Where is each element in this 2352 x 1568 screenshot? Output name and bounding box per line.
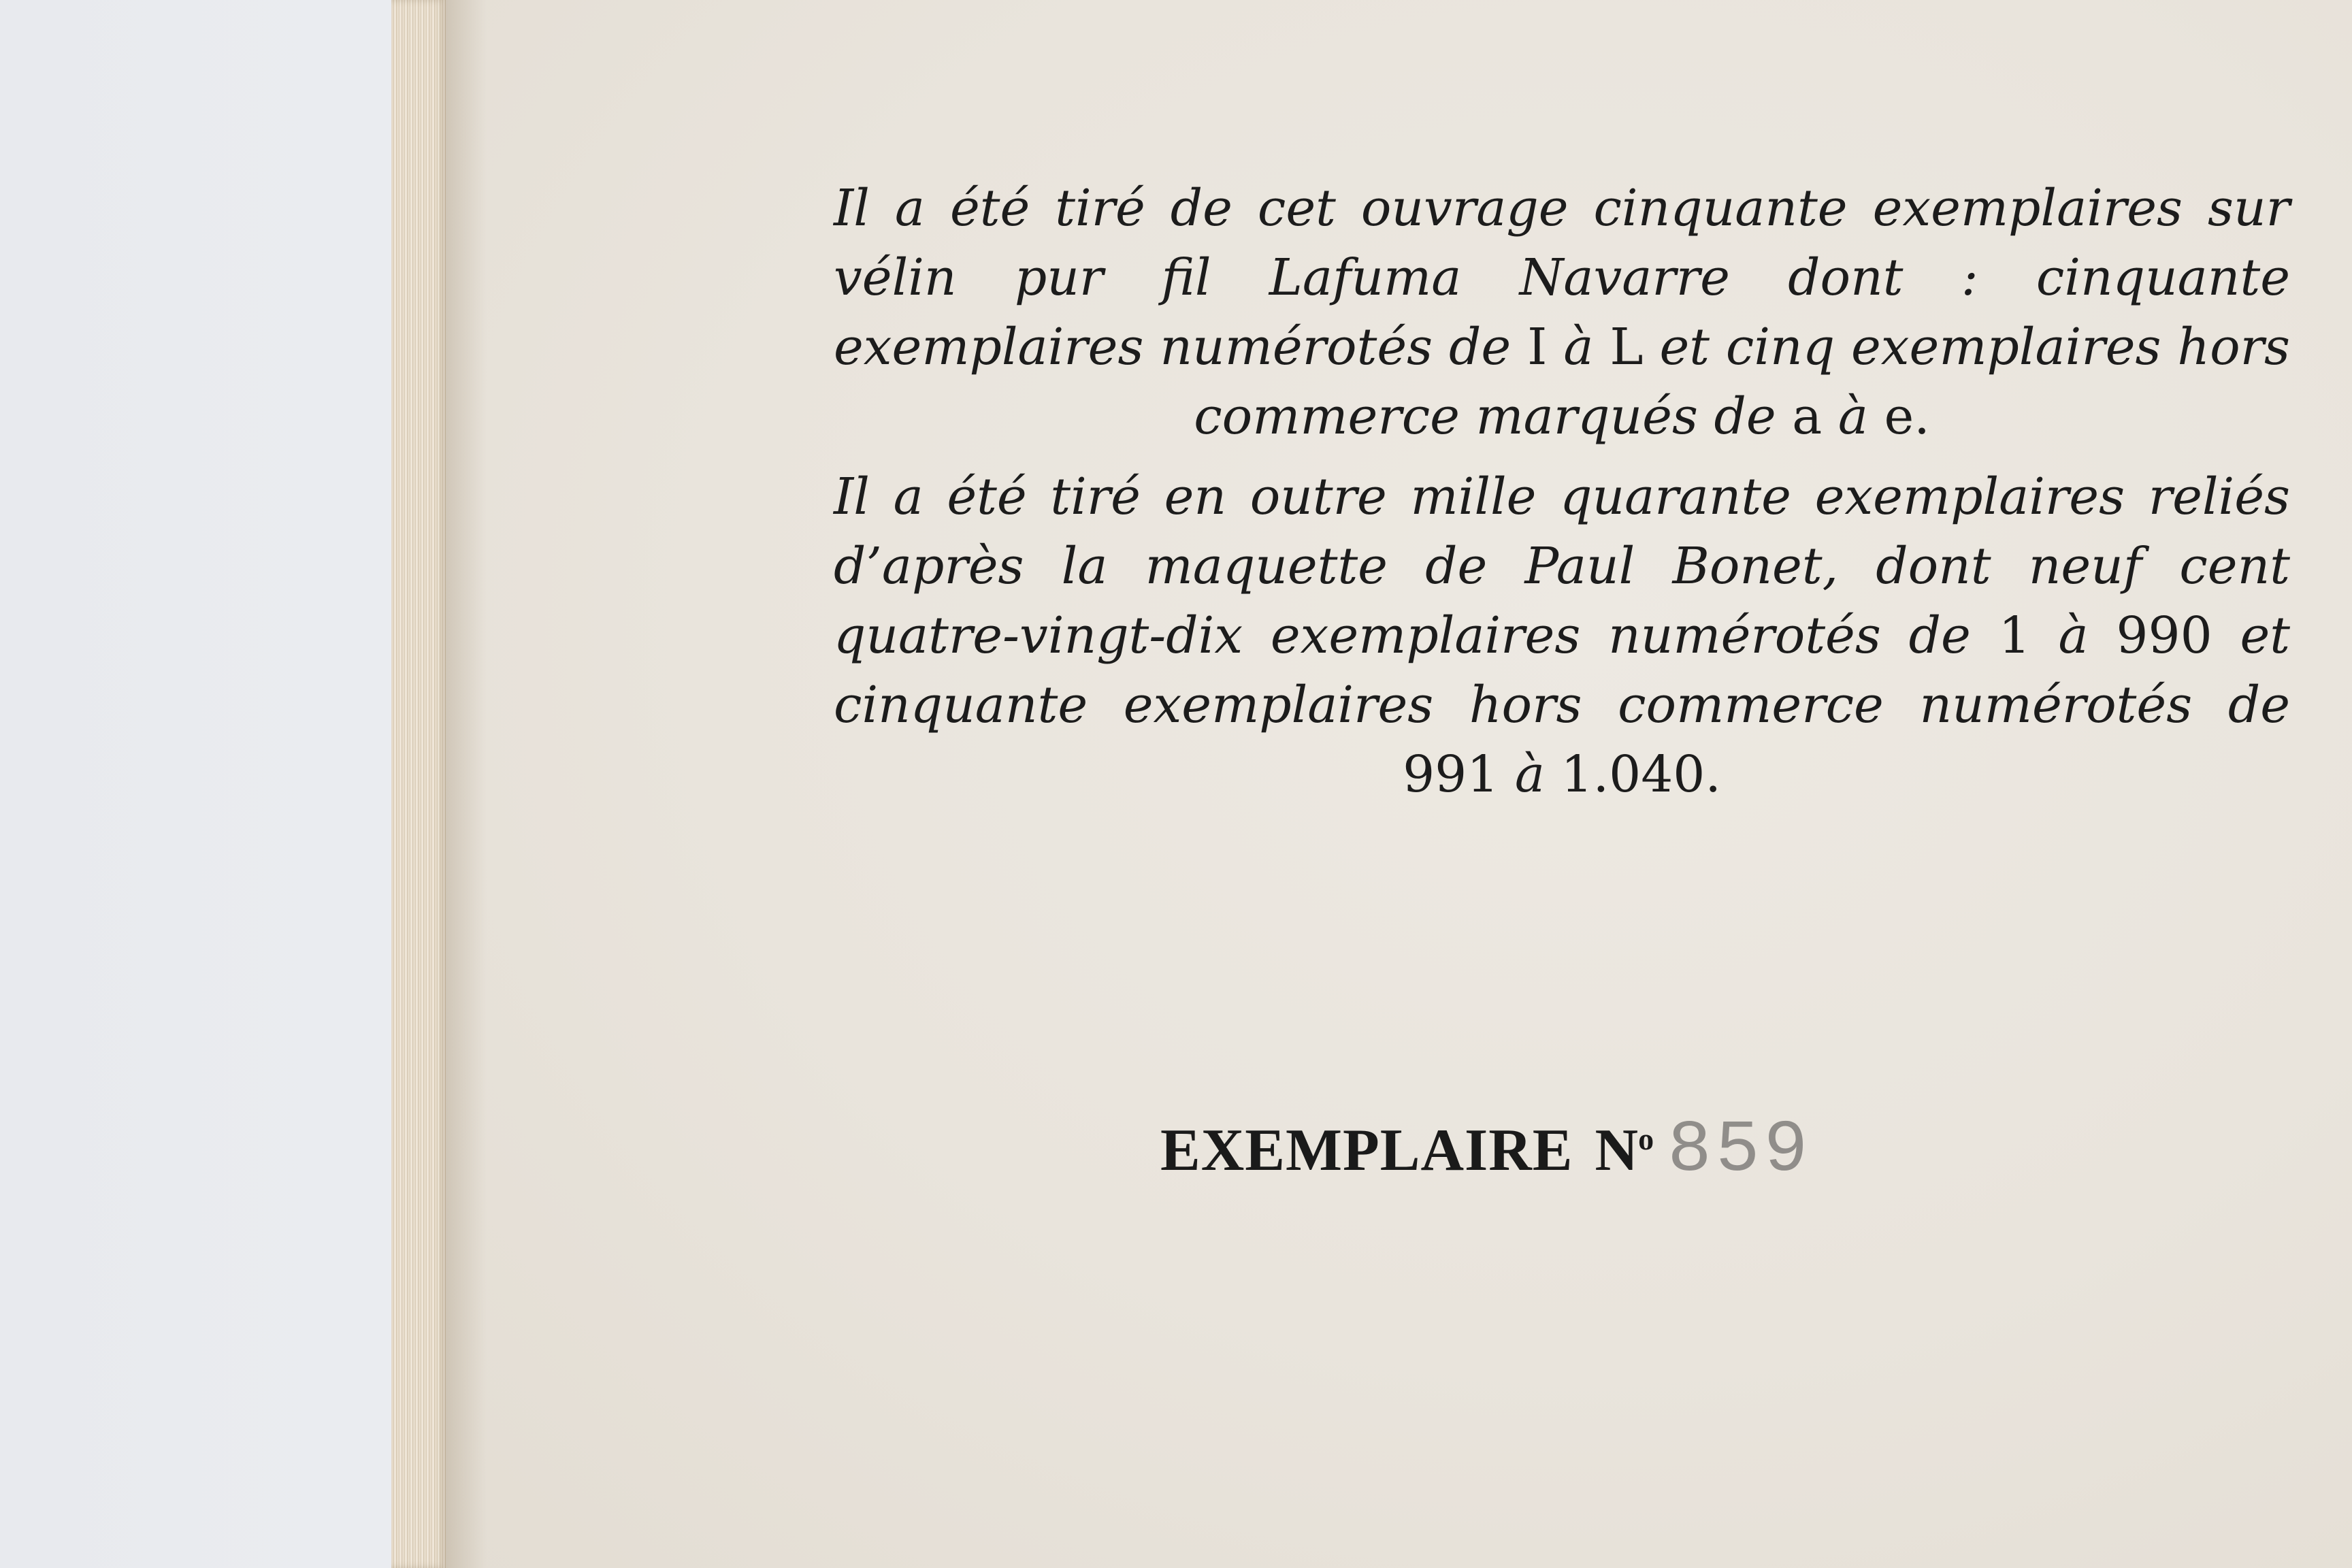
- p1-numeral-start: I: [1527, 318, 1548, 376]
- colophon-text: [834, 174, 2290, 820]
- number-sign: [1595, 1117, 1654, 1183]
- p2-to: à: [2058, 606, 2089, 665]
- p1-letter-end: e.: [1884, 387, 1930, 446]
- p1-to: à: [1563, 318, 1594, 376]
- number-sign-sup: o: [1638, 1122, 1654, 1156]
- copy-number-line: [0, 1109, 2352, 1191]
- colophon-paragraph-2: [834, 462, 2290, 809]
- p2-number-start: 1: [1998, 606, 2031, 665]
- p1-text-e: et cinq exemplaires hors commerce marqués de: [1194, 318, 2290, 446]
- copy-label: EXEMPLAIRE: [1160, 1117, 1573, 1183]
- p2-number-end: 990: [2116, 606, 2212, 665]
- p1-to-2: à: [1838, 387, 1868, 446]
- p2-number-end-2: 1.040.: [1561, 745, 1721, 804]
- p1-text-a: Il a été tiré de cet ouvrage cinquante exemplaires sur vélin pur fil Lafuma Navarre dont : cinquante exemplaires numérotés de: [834, 179, 2290, 376]
- p2-number-start-2: 991: [1403, 745, 1499, 804]
- p2-text-e: et cinquante exemplaires hors commerce numérotés de: [834, 606, 2290, 734]
- book-page-edges: [391, 0, 446, 1568]
- p2-to-2: à: [1514, 745, 1545, 804]
- stamped-copy-number: 859: [1667, 1109, 1812, 1192]
- copy-number-group: [1160, 1109, 1812, 1192]
- p1-numeral-end: L: [1610, 318, 1644, 376]
- number-sign-letter: N: [1595, 1117, 1639, 1183]
- gutter-shadow: [446, 0, 487, 1568]
- colophon-paragraph-1: [834, 174, 2290, 451]
- p1-letter-start: a: [1792, 387, 1823, 446]
- p2-text-a: Il a été tiré en outre mille quarante exemplaires reliés d’après la maquette de Paul Bonet, dont neuf cent quatre-vingt-dix exemplaires numérotés de: [834, 468, 2290, 665]
